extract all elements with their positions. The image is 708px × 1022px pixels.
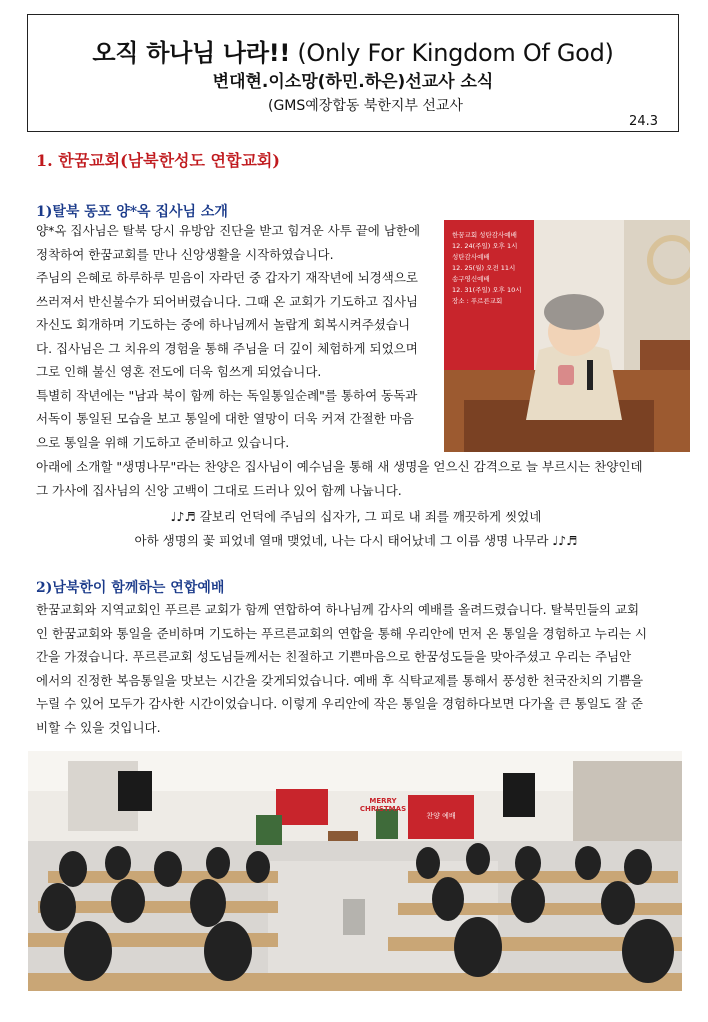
article2-heading: 2)남북한이 함께하는 연합예배 [36, 580, 225, 596]
poster-line: 12. 24(주일) 오후 1시 [452, 242, 518, 250]
hall-screen-text: 찬양 예배 [426, 812, 456, 820]
text-line: 누릴 수 있어 모두가 감사한 시간이었습니다. 이렇게 우리안에 작은 통일을 경험하다보면 다가올 큰 통일도 잘 준 [36, 696, 643, 711]
text-line: 인 한꿈교회와 통일을 준비하며 기도하는 푸르른교회의 연합을 통해 우리안에 먼저 온 통일을 경험하고 누리는 시 [36, 625, 648, 641]
missionary-names: 변대현.이소망(하민.하은)선교사 소식 [212, 72, 494, 92]
article1-full-text [36, 455, 696, 502]
article1-heading: 1)탈북 동포 양*옥 집사님 소개 [36, 204, 228, 220]
song-lyric: 아하 생명의 꽃 피었네 열매 맺었네, 나는 다시 태어났네 그 이름 생명 나무라 ♩♪♬ [134, 533, 578, 548]
text-line: 다. 집사님은 그 치유의 경험을 통해 주님을 더 깊이 체험하게 되었으며 [36, 340, 418, 356]
text-line: 주님의 은혜로 하루하루 믿음이 자라던 중 갑자기 재작년에 뇌경색으로 [36, 270, 418, 285]
text-line: 서독이 통일된 모습을 보고 통일에 대한 열망이 더욱 커져 간절한 마음 [36, 411, 414, 426]
text-line: 한꿈교회와 지역교회인 푸르른 교회가 함께 연합하여 하나님께 감사의 예배를 올려드렸습니다. 탈북민들의 교회 [36, 602, 640, 617]
merry-christmas-banner: MERRY CHRISTMAS [359, 797, 407, 813]
affiliation: (GMS예장합동 북한지부 선교사 [268, 98, 463, 114]
text-line: 그 가사에 집사님의 신앙 고백이 그대로 드러나 있어 함께 나눕니다. [36, 482, 402, 498]
newsletter-header [27, 14, 679, 132]
text-line: 쓰러져서 반신불수가 되어버렸습니다. 그때 온 교회가 기도하고 집사님 [36, 293, 418, 309]
poster-line: 12. 31(주일) 오후 10시 [452, 286, 522, 294]
speaker-photo [444, 220, 690, 452]
text-line: 에서의 진정한 복음통일을 맛보는 시간을 갖게되었습니다. 예배 후 식탁교제를 통해서 풍성한 천국잔치의 기쁨을 [36, 672, 644, 688]
text-line: 자신도 회개하며 기도하는 중에 하나님께서 놀랍게 회복시켜주셨습니 [36, 317, 411, 332]
worship-service-photo [28, 751, 682, 991]
text-line: 그로 인해 불신 영혼 전도에 더욱 힘쓰게 되었습니다. [36, 364, 322, 379]
text-line: 특별히 작년에는 "남과 북이 함께 하는 독일통일순례"를 통하여 동독과 [36, 387, 418, 403]
issue-date: 24.3 [629, 114, 658, 129]
page-title [28, 33, 678, 68]
text-line: 양*옥 집사님은 탈북 당시 유방암 진단을 받고 힘겨운 사투 끝에 남한에 [36, 223, 421, 238]
text-line: 정착하여 한꿈교회를 만나 신앙생활을 시작하였습니다. [36, 246, 334, 262]
article1-wrapped-text [36, 219, 440, 454]
worship-hall-art [28, 751, 682, 991]
poster-line: 한꿈교회 성탄감사예배 [452, 231, 517, 239]
text-line: 비할 수 있을 것입니다. [36, 719, 161, 735]
poster-line: 송구영신예배 [452, 275, 490, 283]
poster-text [452, 230, 530, 307]
title-korean: 오직 하나님 나라!! [92, 39, 290, 67]
text-line: 으로 통일을 위해 기도하고 준비하고 있습니다. [36, 434, 290, 450]
poster-line: 장소 : 푸르른교회 [452, 297, 503, 305]
section-title: 1. 한꿈교회(남북한성도 연합교회) [36, 151, 280, 170]
text-line: 간을 가졌습니다. 푸르른교회 성도님들께서는 친절하고 기쁜마음으로 한꿈성도들을 맞아주셨고 우리는 주님안 [36, 649, 632, 664]
poster-line: 성탄감사예배 [452, 253, 490, 261]
title-english: (Only For Kingdom Of God) [297, 39, 614, 67]
text-line: 아래에 소개할 "생명나무"라는 찬양은 집사님이 예수님을 통해 새 생명을 얻으신 감격으로 늘 부르시는 찬양인데 [36, 459, 643, 474]
poster-line: 12. 25(월) 오전 11시 [452, 264, 516, 272]
article2-text [36, 598, 696, 739]
song-lyric: ♩♪♬ 갈보리 언덕에 주님의 십자가, 그 피로 내 죄를 깨끗하게 씻었네 [170, 509, 542, 524]
